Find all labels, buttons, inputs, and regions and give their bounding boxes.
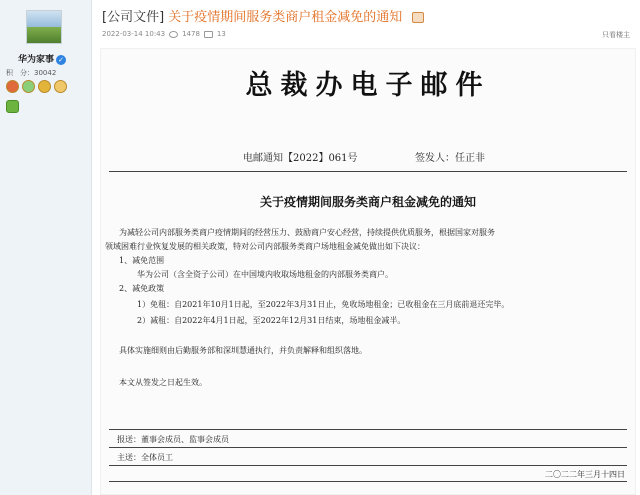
section-1-text: 华为公司（含全资子公司）在中国境内收取场地租金的内部服务类商户。 (137, 270, 393, 279)
section-2-item-2: 2）减租：自2022年4月1日起，至2022年12月31日结束，场地租金减半。 (137, 316, 406, 325)
document-title: 关于疫情期间服务类商户租金减免的通知 (259, 195, 476, 209)
report-to: 报送：董事会成员、监事会成员 (117, 435, 229, 444)
medal-row-2 (6, 100, 19, 113)
badge-icon[interactable] (6, 100, 19, 113)
divider (109, 171, 627, 172)
intro-line-2: 领域困难行业恢复发展的相关政策，特对公司内部服务类商户场地租金减免做出如下决议： (105, 242, 425, 251)
avatar[interactable] (26, 10, 62, 44)
divider (109, 429, 627, 430)
image-attachment-icon (412, 12, 424, 23)
sign-date: 二〇二二年三月十四日 (545, 470, 625, 479)
author-points: 积 分：30042 (6, 69, 57, 77)
avatar-sky (27, 11, 61, 29)
medal-icon[interactable] (22, 80, 35, 93)
document-number: 电邮通知【2022】061号 (243, 153, 358, 164)
eye-icon (169, 31, 178, 38)
post-meta (102, 30, 226, 38)
author-name[interactable] (18, 52, 66, 65)
divider (109, 465, 627, 466)
main-to: 主送：全体员工 (117, 453, 173, 462)
divider (109, 481, 627, 482)
avatar-land (27, 27, 61, 43)
verified-icon: ✓ (56, 55, 66, 65)
post-category[interactable]: [公司文件] (102, 10, 165, 25)
document-signer: 签发人：任正非 (415, 153, 485, 164)
divider (109, 447, 627, 448)
effective-text: 本文从签发之日起生效。 (119, 378, 207, 387)
reply-count: 13 (216, 30, 226, 38)
view-count: 1478 (182, 30, 200, 38)
author-panel (0, 0, 92, 495)
post-title (102, 6, 424, 25)
document-header: 总裁办电子邮件 (245, 70, 491, 101)
author-only-link[interactable]: 只看楼主 (602, 31, 630, 39)
medal-icon[interactable] (54, 80, 67, 93)
document-image (100, 48, 636, 495)
implementation-text: 具体实施细则由后勤服务部和深圳慧通执行，并负责解释和组织落地。 (119, 346, 367, 355)
post-date: 2022-03-14 10:43 (102, 30, 166, 38)
comment-icon (204, 31, 213, 38)
author-name-label[interactable]: 华为家事 (18, 55, 55, 65)
section-1-heading: 1、减免范围 (119, 256, 165, 265)
section-2-item-1: 1）免租：自2021年10月1日起，至2022年3月31日止，免收场地租金；已收租金在三月底前退还完毕。 (137, 300, 510, 309)
section-2-heading: 2、减免政策 (119, 284, 165, 293)
medal-row (6, 80, 67, 93)
medal-icon[interactable] (38, 80, 51, 93)
intro-line-1: 为减轻公司内部服务类商户疫情期间的经营压力、鼓励商户安心经营，持续提供优质服务，根据国家对服务 (119, 228, 495, 237)
medal-icon[interactable] (6, 80, 19, 93)
post-subject: 关于疫情期间服务类商户租金减免的通知 (168, 10, 403, 25)
